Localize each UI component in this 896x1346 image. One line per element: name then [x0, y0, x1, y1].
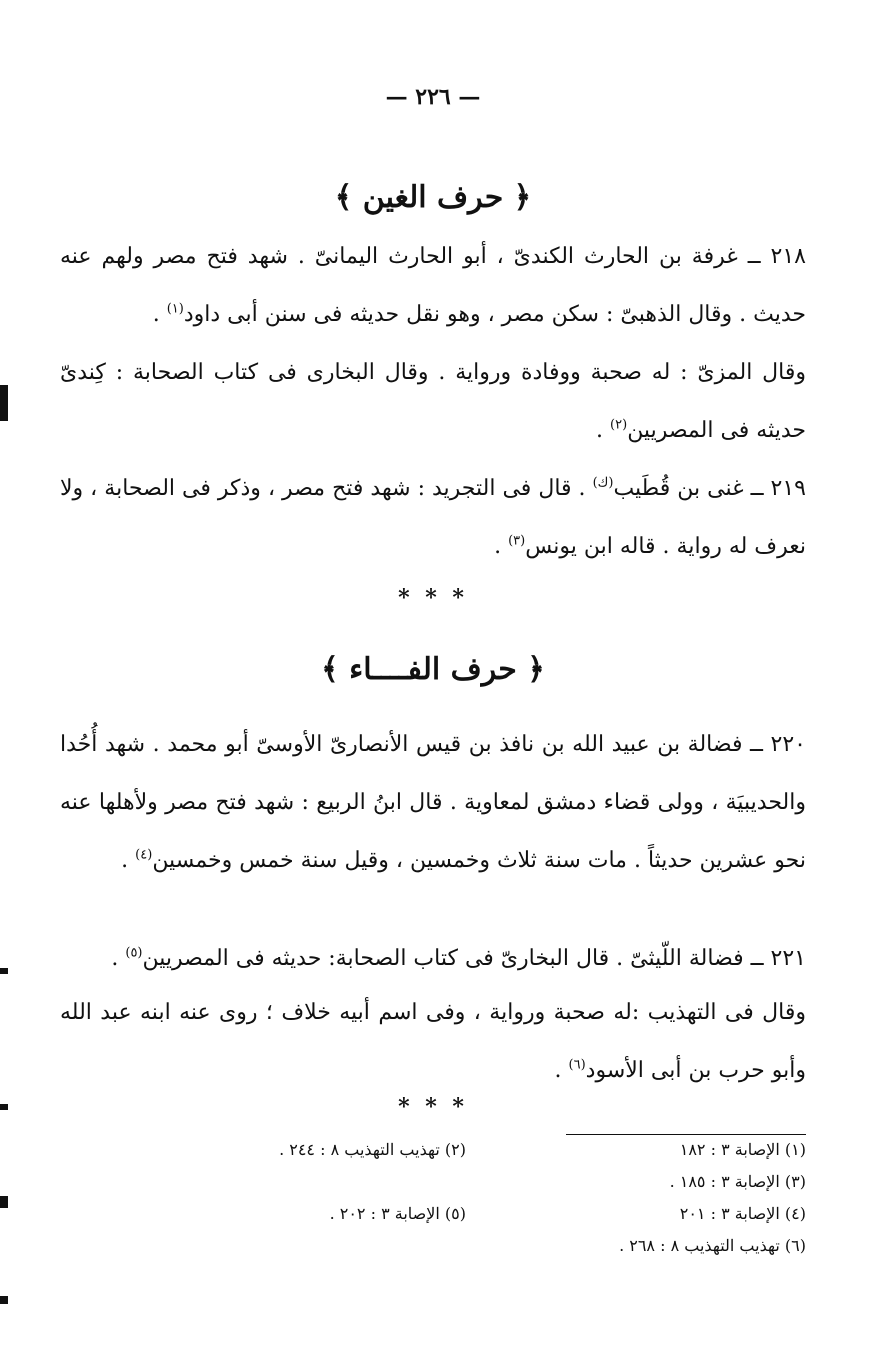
footnote-1: (١) الإصابة ٣ : ١٨٢ [679, 1140, 806, 1159]
footnote-ref: (٦) [568, 1057, 586, 1073]
entry-221-note: وقال فى التهذيب :له صحبة ورواية ، وفى اسم أبيه خلاف ؛ روى عنه ابنه عبد الله وأبو حرب بن أبى الأسود$^{(٦)}$ . [60, 1000, 806, 1083]
footnote-ref: (٥) [125, 945, 143, 961]
footnote-divider [566, 1134, 806, 1135]
scan-edge-mark [0, 1196, 8, 1208]
footnote-3: (٣) الإصابة ٣ : ١٨٥ . [669, 1172, 806, 1191]
section-heading-fa: ﴿ حرف الفــــاء ﴾ [321, 652, 545, 687]
footnote-ref: (٣) [508, 533, 526, 549]
scan-edge-mark [0, 1296, 8, 1304]
footnote-ref: (ك) [592, 475, 614, 491]
section-separator: * * * [398, 1094, 468, 1120]
entry-219: ٢١٩ ــ غنى بن قُطَيب$^{(ك)}$ . قال فى التجريد : شهد فتح مصر ، وذكر فى الصحابة ، ولا نعرف له رواية . قاله ابن يونس$^{(٣)}$ . [60, 475, 806, 559]
scan-edge-mark [0, 385, 8, 421]
page-number: — ٢٢٦ — [385, 84, 481, 110]
section-separator: * * * [398, 585, 468, 611]
entry-218: ٢١٨ ــ غرفة بن الحارث الكندىّ ، أبو الحارث اليمانىّ . شهد فتح مصر ولهم عنه حديث . وقال الذهبىّ : سكن مصر ، وهو نقل حديثه فى سنن أبى داود$^{(١)}$ . [60, 244, 806, 327]
footnote-ref: (٢) [610, 417, 628, 433]
footnote-6: (٦) تهذيب التهذيب ٨ : ٢٦٨ . [619, 1236, 806, 1255]
section-heading-ghain: ﴿ حرف الغين ﴾ [334, 180, 532, 215]
entry-220: ٢٢٠ ــ فضالة بن عبيد الله بن نافذ بن قيس الأنصارىّ الأوسىّ أبو محمد . شهد أُحُدا والحديبيَة ، وولى قضاء دمشق لمعاوية . قال ابنُ الربيع : شهد فتح مصر ولأهلها عنه نحو عشرين حديثاً . مات سنة ثلاث وخمسين ، وقيل سنة خمس وخمسين$^{(٤)}$ . [60, 732, 806, 873]
footnote-5: (٥) الإصابة ٣ : ٢٠٢ . [329, 1204, 466, 1223]
scan-edge-mark [0, 968, 8, 974]
entry-218-note: وقال المزىّ : له صحبة ووفادة ورواية . وقال البخارى فى كتاب الصحابة : كِندىّ حديثه فى المصريين$^{(٢)}$ . [60, 360, 806, 443]
footnote-4: (٤) الإصابة ٣ : ٢٠١ [679, 1204, 806, 1223]
scan-edge-mark [0, 1104, 8, 1110]
footnote-ref: (١) [166, 301, 184, 317]
entry-221: ٢٢١ ــ فضالة اللّيثىّ . قال البخارىّ فى كتاب الصحابة: حديثه فى المصريين$^{(٥)}$ . [111, 945, 806, 971]
footnote-ref: (٤) [135, 847, 153, 863]
footnote-2: (٢) تهذيب التهذيب ٨ : ٢٤٤ . [279, 1140, 466, 1159]
page [60, 0, 806, 1346]
